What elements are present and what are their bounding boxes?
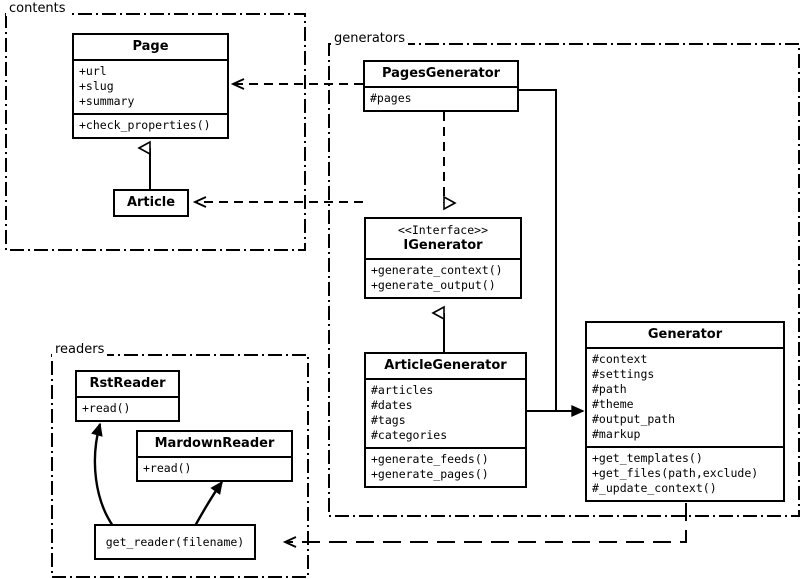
package-label-readers: readers — [52, 342, 107, 357]
class-generator-title: Generator — [647, 327, 723, 342]
method: +read() — [82, 401, 131, 415]
attribute: #markup — [592, 427, 641, 441]
class-igenerator-stereotype: <<Interface>> — [397, 223, 488, 237]
method: +get_files(path,exclude) — [592, 466, 759, 480]
method: +generate_pages() — [371, 467, 489, 481]
class-article-title: Article — [126, 195, 176, 210]
attribute: #output_path — [592, 412, 676, 426]
method: +generate_feeds() — [371, 452, 489, 466]
association-pagesgenerator-generator — [519, 90, 583, 411]
class-generator-methods — [587, 446, 783, 500]
method: +check_properties() — [79, 118, 211, 132]
dependency-generator-getreader — [285, 503, 686, 542]
class-articlegenerator[interactable] — [364, 352, 527, 488]
association-getreader-mardownreader — [195, 482, 222, 526]
class-pagesgenerator[interactable] — [363, 60, 519, 112]
package-label-contents: contents — [6, 1, 69, 16]
attribute: #pages — [370, 91, 412, 105]
class-articlegenerator-title: ArticleGenerator — [384, 358, 507, 373]
association-getreader-rstreader — [95, 424, 113, 526]
class-articlegenerator-methods — [366, 447, 525, 486]
class-pagesgenerator-title: PagesGenerator — [381, 66, 501, 81]
method: +generate_context() — [371, 263, 503, 277]
attribute: #dates — [371, 398, 413, 412]
class-igenerator[interactable] — [364, 217, 522, 299]
attribute: +summary — [79, 94, 135, 108]
attribute: #settings — [592, 367, 655, 381]
class-page-title: Page — [132, 39, 169, 54]
class-rstreader-title: RstReader — [89, 376, 166, 391]
class-page-methods — [74, 113, 227, 137]
attribute: #categories — [371, 428, 448, 442]
function-get-reader[interactable]: get_reader(filename) — [94, 524, 256, 560]
class-mardownreader[interactable] — [136, 430, 293, 482]
class-rstreader-methods — [77, 396, 178, 420]
class-rstreader[interactable] — [75, 370, 180, 422]
package-label-generators: generators — [331, 31, 408, 46]
class-mardownreader-title: MardownReader — [154, 436, 275, 451]
class-igenerator-methods — [366, 258, 520, 297]
method: #_update_context() — [592, 481, 717, 495]
attribute: #theme — [592, 397, 634, 411]
method: +read() — [143, 461, 192, 475]
attribute: +slug — [79, 79, 114, 93]
class-mardownreader-methods — [138, 456, 291, 480]
class-generator[interactable] — [585, 321, 785, 502]
class-igenerator-title: IGenerator — [403, 238, 483, 253]
method: +get_templates() — [592, 451, 703, 465]
attribute: #path — [592, 382, 627, 396]
attribute: #tags — [371, 413, 406, 427]
method: +generate_output() — [371, 278, 496, 292]
class-generator-attributes — [587, 347, 783, 446]
attribute: #articles — [371, 383, 434, 397]
attribute: +url — [79, 64, 107, 78]
class-page-attributes — [74, 59, 227, 113]
class-article[interactable] — [113, 189, 189, 217]
class-articlegenerator-attributes — [366, 378, 525, 447]
attribute: #context — [592, 352, 648, 366]
class-pagesgenerator-attributes — [365, 86, 517, 110]
class-page[interactable] — [72, 33, 229, 139]
